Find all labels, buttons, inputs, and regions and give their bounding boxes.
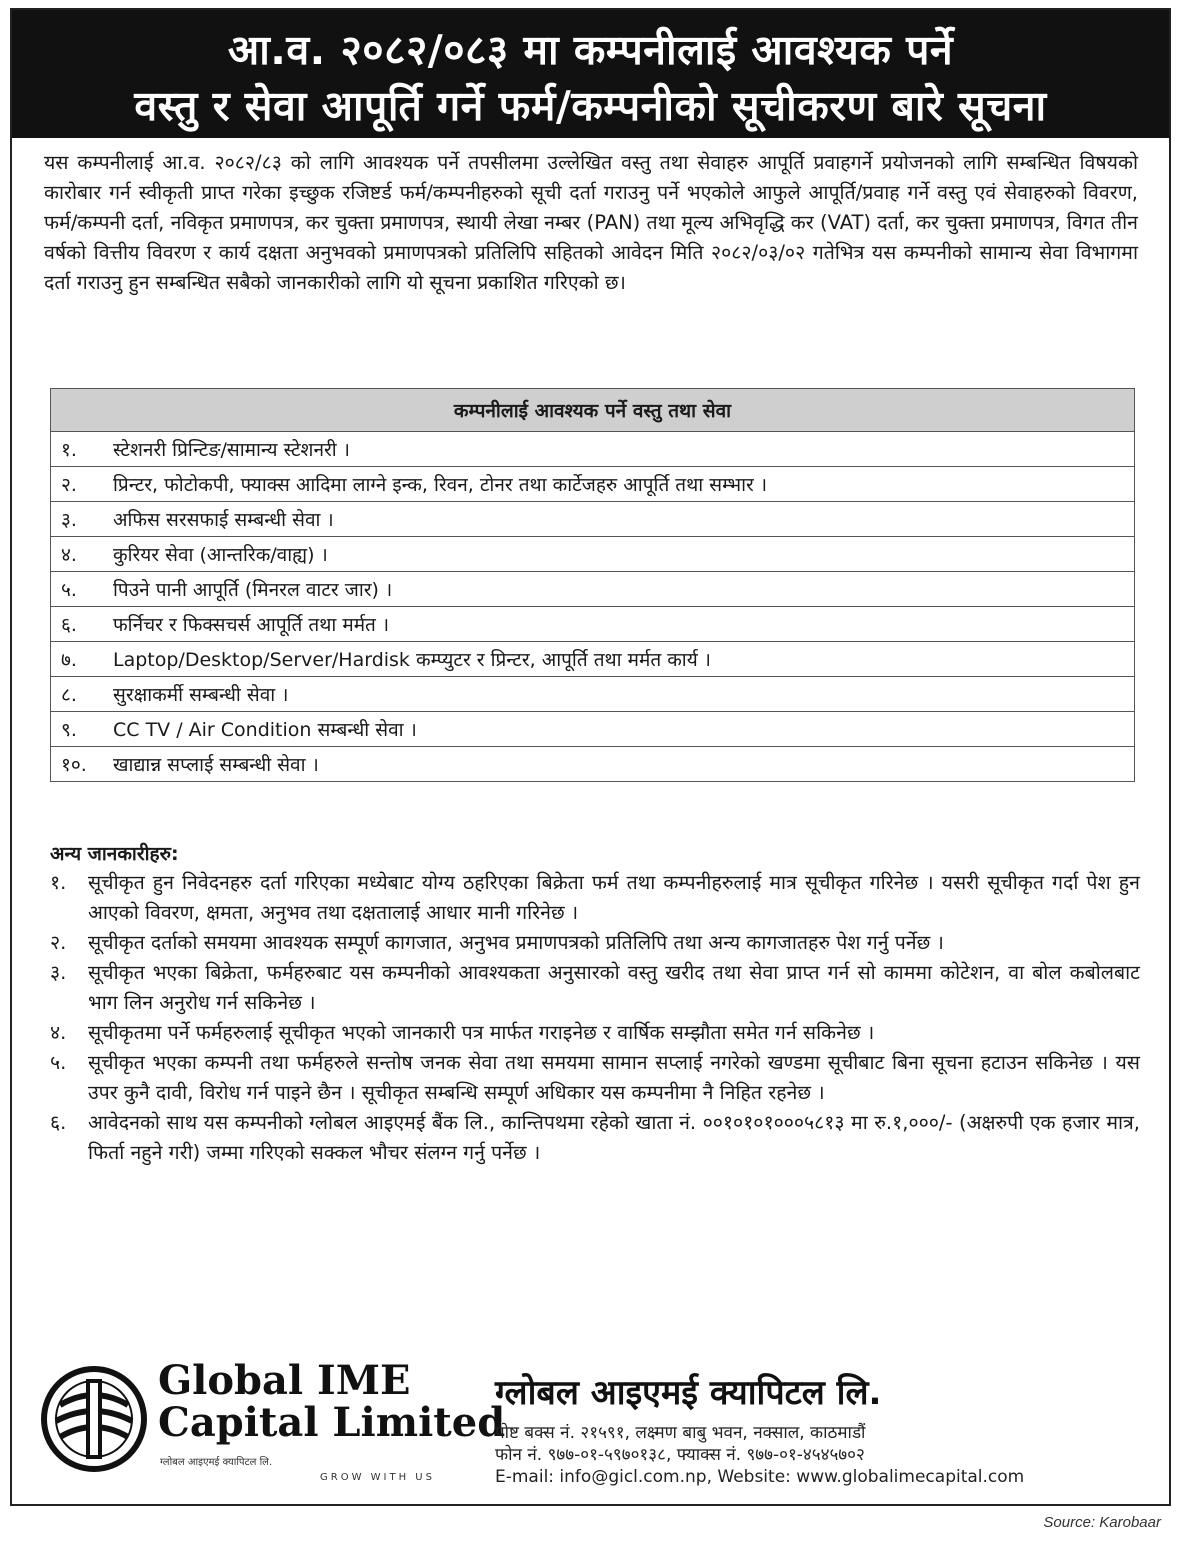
brand-line-1: Global IME [158,1357,411,1404]
table-row [51,642,1135,677]
table-row [51,432,1135,467]
footer [40,1357,1160,1500]
table-row [51,712,1135,747]
item-number: ४. [50,1021,67,1044]
brand-name [158,1357,506,1446]
phone-fax: फोन नं. ९७७-०१-५९७०१३८, फ्याक्स नं. ९७७-०१-४५४५७०२ [495,1445,865,1465]
services-table [50,388,1135,782]
item-text: सूचीकृत भएका बिक्रेता, फर्महरुबाट यस कम्पनीको आवश्यकता अनुसारको वस्तु खरीद तथा सेवा प्राप्त गर्न सो काममा कोटेशन, वा बोल कबोलबाट भाग लिन अनुरोध गर्न सकिनेछ । [88,961,1140,1014]
item-text: सूचीकृतमा पर्ने फर्महरुलाई सूचीकृत भएको जानकारी पत्र मार्फत गराइनेछ र वार्षिक सम्झौता समेत गर्न सकिनेछ । [88,1021,875,1044]
row-text: खाद्यान्न सप्लाई सम्बन्धी सेवा । [113,754,319,776]
row-text: Laptop/Desktop/Server/Hardisk कम्प्युटर र प्रिन्टर, आपूर्ति तथा मर्मत कार्य । [113,649,711,671]
row-number: ८. [61,684,77,706]
row-number: ७. [61,649,77,671]
list-item [50,1048,1140,1108]
row-text: प्रिन्टर, फोटोकपी, फ्याक्स आदिमा लाग्ने इन्क, रिवन, टोनर तथा कार्टेजहरु आपूर्ति तथा सम्भार । [113,474,768,496]
list-item [50,1108,1140,1168]
title-line-2: वस्तु र सेवा आपूर्ति गर्ने फर्म/कम्पनीको सूचीकरण बारे सूचना [134,82,1047,130]
row-text: पिउने पानी आपूर्ति (मिनरल वाटर जार) । [113,579,393,601]
table-row [51,677,1135,712]
item-number: २. [50,931,67,954]
row-number: ९. [61,719,77,741]
intro-paragraph: यस कम्पनीलाई आ.व. २०८२/८३ को लागि आवश्यक पर्ने तपसीलमा उल्लेखित वस्तु तथा सेवाहरु आपूर्ति प्रवाहगर्ने प्रयोजनको लागि सम्बन्धित विषयको कारोबार गर्न स्वीकृती प्राप्त गरेका इच्छुक रजिष्टर्ड फर्म/कम्पनीहरुको सूची दर्ता गराउनु पर्ने भएकोले आफुले आपूर्ति/प्रवाह गर्ने वस्तु एवं सेवाहरुको विवरण, फर्म/कम्पनी दर्ता, नविकृत प्रमाणपत्र, कर चुक्ता प्रमाणपत्र, स्थायी लेखा नम्बर (PAN) तथा मूल्य अभिवृद्धि कर (VAT) दर्ता, कर चुक्ता प्रमाणपत्र, विगत तीन वर्षको वित्तीय विवरण र कार्य दक्षता अनुभवको प्रमाणपत्रको प्रतिलिपि सहितको आवेदन मिति २०८२/०३/०२ गतेभित्र यस कम्पनीको सामान्य सेवा विभागमा दर्ता गराउनु हुन सम्बन्धित सबैको जानकारीको लागि यो सूचना प्रकाशित गरिएको छ। [44,151,1138,294]
list-item [50,958,1140,1018]
item-number: १. [50,871,67,894]
row-number: ३. [61,509,77,531]
global-ime-logo-icon [40,1365,148,1473]
title-line-1: आ.व. २०८२/०८३ मा कम्पनीलाई आवश्यक पर्ने [227,26,954,74]
brand-line-2: Capital Limited [158,1399,506,1446]
address: पोष्ट बक्स नं. २१५९१, लक्ष्मण बाबु भवन, नक्साल, काठमाडौं [495,1423,866,1443]
brand-tagline-np: ग्लोबल आइएमई क्यापिटल लि. [160,1457,273,1468]
item-text: आवेदनको साथ यस कम्पनीको ग्लोबल आइएमई बैंक लि., कान्तिपथमा रहेको खाता नं. ००१०१०१०००५८१३ मा रु.१,०००/- (अक्षरुपी एक हजार मात्र, फिर्ता नहुने गरी) जम्मा गरिएको सक्कल भौचर संलग्न गर्नु पर्नेछ । [88,1111,1140,1164]
row-text: CC TV / Air Condition सम्बन्धी सेवा । [113,719,417,741]
table-row [51,502,1135,537]
services-table-header: कम्पनीलाई आवश्यक पर्ने वस्तु तथा सेवा [51,389,1135,432]
row-number: १०. [61,754,87,776]
item-text: सूचीकृत भएका कम्पनी तथा फर्महरुले सन्तोष जनक सेवा तथा समयमा सामान सप्लाई नगरेको खण्डमा सूचीबाट बिना सूचना हटाउन सकिनेछ । यस उपर कुनै दावी, विरोध गर्न पाइने छैन । सूचीकृत सम्बन्धि सम्पूर्ण अधिकार यस कम्पनीमा नै निहित रहनेछ । [88,1051,1140,1104]
item-text: सूचीकृत हुन निवेदनहरु दर्ता गरिएका मध्येबाट योग्य ठहरिएका बिक्रेता फर्म तथा कम्पनीहरुलाई मात्र सूचीकृत गरिनेछ । यसरी सूचीकृत गर्दा पेश हुन आएको विवरण, क्षमता, अनुभव तथा दक्षतालाई आधार मानी गरिनेछ । [88,871,1140,924]
other-info-list [50,868,1140,1168]
item-number: ५. [50,1051,67,1074]
item-number: ६. [50,1111,67,1134]
row-text: फर्निचर र फिक्सचर्स आपूर्ति तथा मर्मत । [113,614,390,636]
row-number: ६. [61,614,77,636]
row-text: सुरक्षाकर्मी सम्बन्धी सेवा । [113,684,289,706]
email-website: E-mail: info@gicl.com.np, Website: www.globalimecapital.com [495,1467,1025,1487]
source-credit: Source: Karobaar [1043,1514,1161,1531]
row-number: ४. [61,544,77,566]
list-item [50,1018,1140,1048]
table-row [51,607,1135,642]
row-number: १. [61,439,77,461]
list-item [50,868,1140,928]
contact-details [495,1422,1024,1488]
row-text: कुरियर सेवा (आन्तरिक/वाह्य) । [113,544,328,566]
table-row [51,537,1135,572]
row-text: अफिस सरसफाई सम्बन्धी सेवा । [113,509,334,531]
item-text: सूचीकृत दर्ताको समयमा आवश्यक सम्पूर्ण कागजात, अनुभव प्रमाणपत्रको प्रतिलिपि तथा अन्य कागजातहरु पेश गर्नु पर्नेछ । [88,931,944,954]
table-row [51,467,1135,502]
row-number: २. [61,474,77,496]
row-number: ५. [61,579,77,601]
brand-tagline: GROW WITH US [320,1472,435,1483]
table-row [51,572,1135,607]
item-number: ३. [50,961,67,984]
row-text: स्टेशनरी प्रिन्टिङ/सामान्य स्टेशनरी । [113,439,350,461]
notice-title-banner [12,10,1169,138]
table-row [51,747,1135,782]
other-info-heading: अन्य जानकारीहरु: [50,843,179,865]
list-item [50,928,1140,958]
org-name-nepali: ग्लोबल आइएमई क्यापिटल लि. [495,1373,882,1413]
